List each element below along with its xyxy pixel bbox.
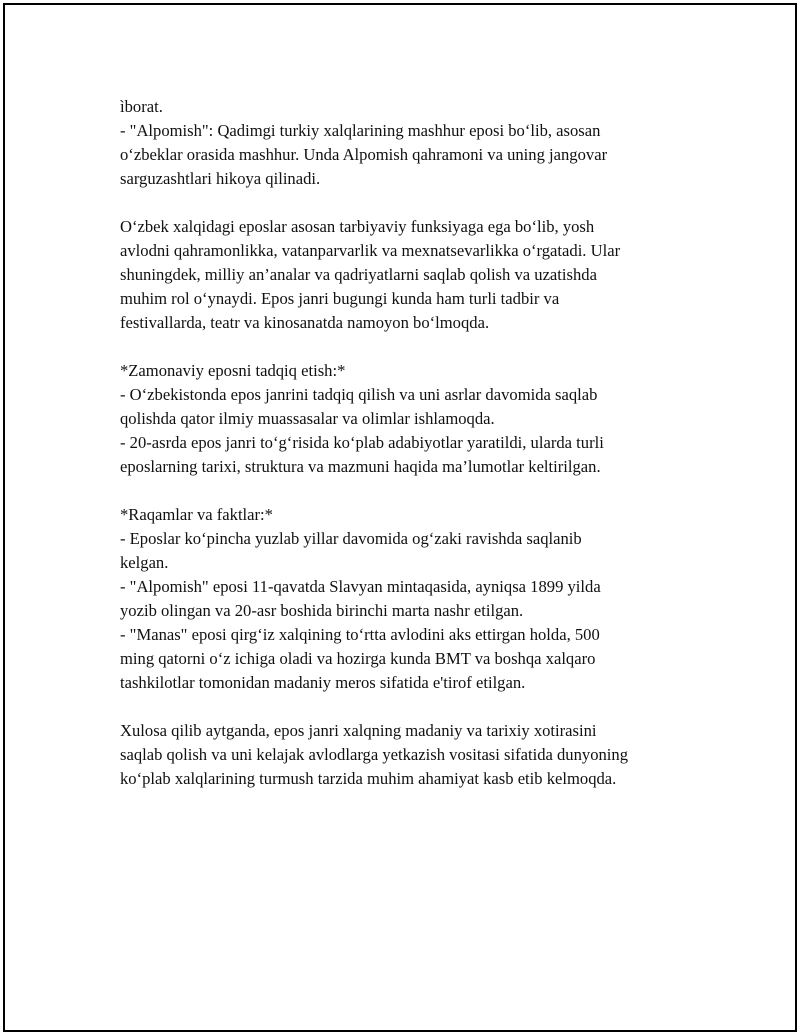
- section-heading: *Zamonaviy eposni tadqiq etish:*: [120, 361, 346, 380]
- paragraph-spacer: [120, 191, 720, 215]
- text-line: shuningdek, milliy an’analar va qadriyatlarni saqlab qolish va uzatishda: [120, 265, 597, 284]
- section-modern-research: [120, 359, 720, 479]
- text-line: ìborat.: [120, 97, 163, 116]
- text-line: eposlarning tarixi, struktura va mazmuni haqida ma’lumotlar keltirilgan.: [120, 457, 601, 476]
- section-heading: *Raqamlar va faktlar:*: [120, 505, 273, 524]
- paragraph-conclusion: [120, 719, 720, 791]
- text-line: sarguzashtlari hikoya qilinadi.: [120, 169, 321, 188]
- paragraph-spacer: [120, 479, 720, 503]
- text-line: o‘zbeklar orasida mashhur. Unda Alpomish qahramoni va uning jangovar: [120, 145, 608, 164]
- text-line: - "Manas" eposi qirg‘iz xalqining to‘rtta avlodini aks ettirgan holda, 500: [120, 625, 600, 644]
- text-line: - "Alpomish" eposi 11-qavatda Slavyan mintaqasida, ayniqsa 1899 yilda: [120, 577, 601, 596]
- text-line: muhim rol o‘ynaydi. Epos janri bugungi kunda ham turli tadbir va: [120, 289, 560, 308]
- text-line: tashkilotlar tomonidan madaniy meros sifatida e'tirof etilgan.: [120, 673, 526, 692]
- paragraph-spacer: [120, 335, 720, 359]
- text-line: qolishda qator ilmiy muassasalar va olimlar ishlamoqda.: [120, 409, 495, 428]
- paragraph-uzbek-eposes: [120, 215, 720, 335]
- text-line: yozib olingan va 20-asr boshida birinchi marta nashr etilgan.: [120, 601, 524, 620]
- text-line: - 20-asrda epos janri to‘g‘risida ko‘plab adabiyotlar yaratildi, ularda turli: [120, 433, 604, 452]
- section-numbers-facts: [120, 503, 720, 695]
- text-line: avlodni qahramonlikka, vatanparvarlik va mexnatsevarlikka o‘rgatadi. Ular: [120, 241, 621, 260]
- text-line: festivallarda, teatr va kinosanatda namoyon bo‘lmoqda.: [120, 313, 490, 332]
- text-line: - "Alpomish": Qadimgi turkiy xalqlarining mashhur eposi bo‘lib, asosan: [120, 121, 601, 140]
- text-line: O‘zbek xalqidagi eposlar asosan tarbiyaviy funksiyaga ega bo‘lib, yosh: [120, 217, 595, 236]
- text-line: Xulosa qilib aytganda, epos janri xalqning madaniy va tarixiy xotirasini: [120, 721, 597, 740]
- paragraph-alpomish-intro: [120, 95, 720, 191]
- text-line: kelgan.: [120, 553, 169, 572]
- text-line: ming qatorni o‘z ichiga oladi va hozirga kunda BMT va boshqa xalqaro: [120, 649, 596, 668]
- document-page: [3, 3, 797, 1032]
- text-line: - O‘zbekistonda epos janrini tadqiq qilish va uni asrlar davomida saqlab: [120, 385, 598, 404]
- text-line: saqlab qolish va uni kelajak avlodlarga yetkazish vositasi sifatida dunyoning: [120, 745, 628, 764]
- text-line: - Eposlar ko‘pincha yuzlab yillar davomida og‘zaki ravishda saqlanib: [120, 529, 582, 548]
- text-line: ko‘plab xalqlarining turmush tarzida muhim ahamiyat kasb etib kelmoqda.: [120, 769, 617, 788]
- paragraph-spacer: [120, 695, 720, 719]
- document-body: [120, 95, 720, 791]
